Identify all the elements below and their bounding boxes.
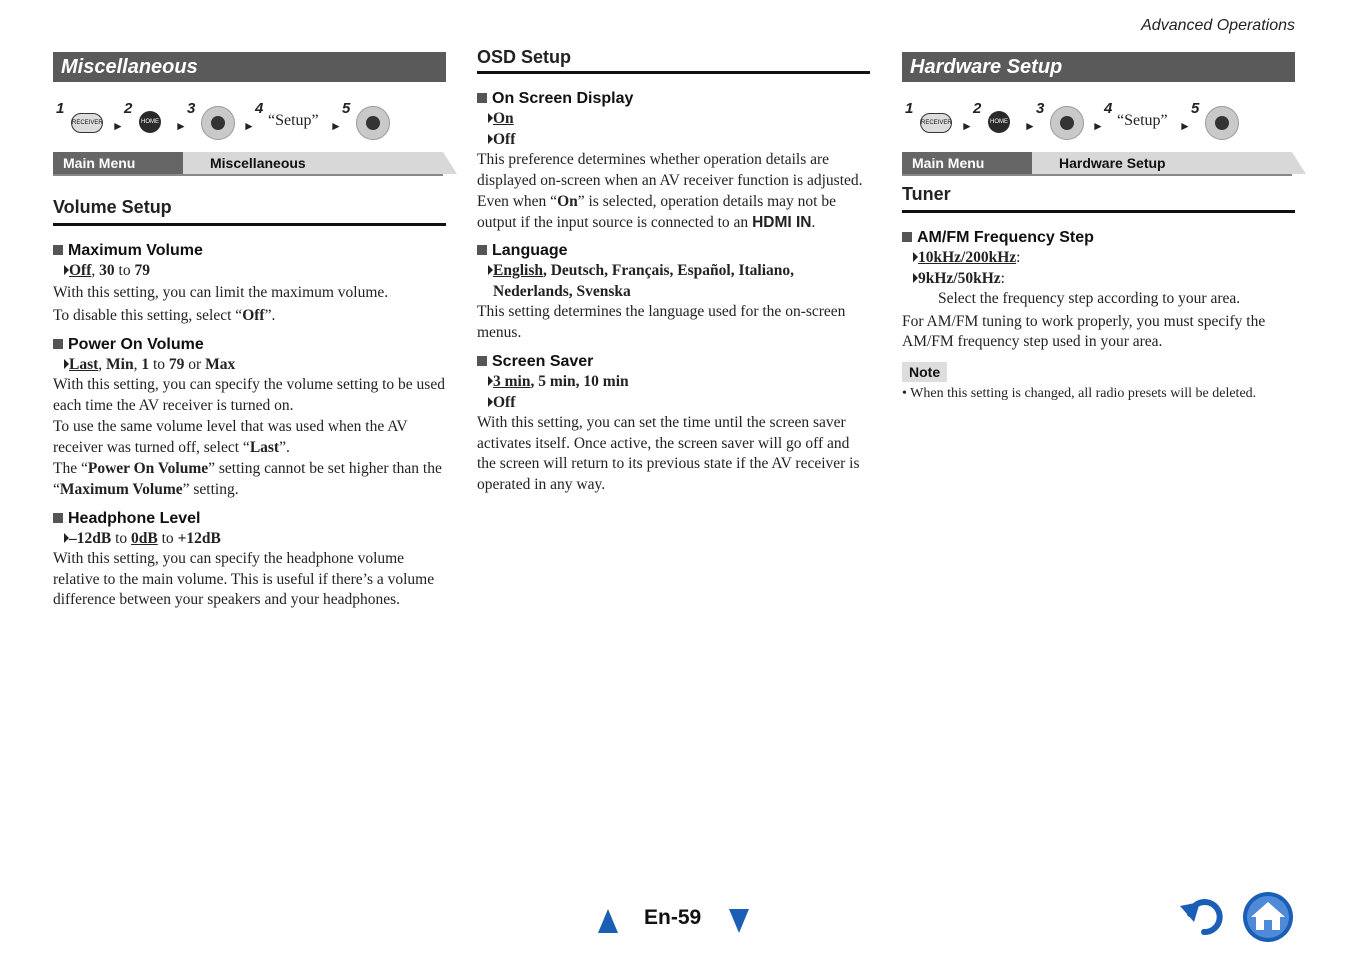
arrow-right-icon: ► bbox=[243, 119, 255, 133]
item-option: On bbox=[477, 108, 870, 129]
menu-path bbox=[902, 152, 1295, 176]
step-number: 1 bbox=[905, 100, 914, 117]
step-number: 2 bbox=[973, 100, 982, 117]
setup-label: “Setup” bbox=[268, 112, 319, 129]
paragraph: Even when “On” is selected, operation details may not be output if the input source is connected to an HDMI IN. bbox=[477, 193, 836, 231]
step-sequence bbox=[902, 100, 1295, 152]
step-number: 4 bbox=[255, 100, 264, 117]
step-sequence bbox=[53, 100, 446, 152]
paragraph: For AM/FM tuning to work properly, you must specify the AM/FM frequency step used in your area. bbox=[902, 312, 1266, 350]
paragraph: To disable this setting, select “Off”. bbox=[53, 306, 276, 324]
paragraph: The “Power On Volume” setting cannot be set higher than the “Maximum Volume” setting. bbox=[53, 460, 442, 498]
item-options: –12dB to 0dB to +12dB bbox=[53, 528, 446, 549]
section-title: Tuner bbox=[902, 184, 1295, 213]
item-option: 9kHz/50kHz: bbox=[902, 268, 1295, 289]
miscellaneous-column bbox=[53, 45, 446, 611]
paragraph: This setting determines the language used for the on-screen menus. bbox=[477, 303, 846, 341]
osd-setup-column bbox=[477, 45, 870, 495]
paragraph: With this setting, you can specify the headphone volume relative to the main volume. This is useful if there’s a volume difference between your speakers and your headphones. bbox=[53, 550, 435, 608]
menu-path-main: Main Menu bbox=[902, 152, 1042, 174]
paragraph: To use the same volume level that was used when the AV receiver was turned off, select “Last”. bbox=[53, 418, 408, 456]
step-number: 1 bbox=[56, 100, 65, 117]
item-option: Off bbox=[477, 392, 870, 413]
paragraph: This preference determines whether operation details are displayed on-screen when an AV receiver function is adjusted. bbox=[477, 151, 863, 189]
paragraph: Select the frequency step according to your area. bbox=[938, 290, 1241, 307]
step-number: 4 bbox=[1104, 100, 1113, 117]
item-heading: On Screen Display bbox=[477, 90, 870, 108]
item-heading: Language bbox=[477, 242, 870, 260]
dpad-button-icon bbox=[1050, 106, 1084, 140]
home-button-icon: HOME bbox=[139, 111, 161, 133]
section-title: Volume Setup bbox=[53, 197, 446, 226]
paragraph: With this setting, you can specify the volume setting to be used each time the AV receiver is turned on. bbox=[53, 376, 445, 414]
arrow-right-icon: ► bbox=[330, 119, 342, 133]
item-options: English, Deutsch, Français, Español, Italiano, Nederlands, Svenska bbox=[477, 260, 870, 302]
setup-label: “Setup” bbox=[1117, 112, 1168, 129]
section-header: Advanced Operations bbox=[1141, 17, 1295, 34]
osd-setup-title: OSD Setup bbox=[477, 45, 870, 74]
menu-path bbox=[53, 152, 446, 176]
step-number: 3 bbox=[1036, 100, 1045, 117]
dpad-button-icon bbox=[201, 106, 235, 140]
note-label: Note bbox=[902, 362, 947, 382]
receiver-button-icon: RECEIVER bbox=[920, 113, 952, 133]
hardware-setup-column bbox=[902, 45, 1295, 403]
item-options: Last, Min, 1 to 79 or Max bbox=[53, 354, 446, 375]
back-arrow-icon[interactable] bbox=[1180, 894, 1228, 938]
arrow-right-icon: ► bbox=[1092, 119, 1104, 133]
step-number: 5 bbox=[342, 100, 351, 117]
home-icon[interactable] bbox=[1242, 891, 1294, 943]
item-heading: Screen Saver bbox=[477, 353, 870, 371]
menu-path-sub: Hardware Setup bbox=[1032, 152, 1292, 174]
receiver-button-icon: RECEIVER bbox=[71, 113, 103, 133]
item-option: Off bbox=[477, 129, 870, 150]
next-page-icon[interactable] bbox=[729, 909, 749, 933]
home-button-icon: HOME bbox=[988, 111, 1010, 133]
menu-path-main: Main Menu bbox=[53, 152, 193, 174]
page-number: En-59 bbox=[644, 906, 702, 929]
step-number: 3 bbox=[187, 100, 196, 117]
item-options: Off, 30 to 79 bbox=[53, 260, 446, 281]
paragraph: With this setting, you can set the time until the screen saver activates itself. Once active, the screen saver will go off and the screen will return to its previous state if the AV receiver is operated in any way. bbox=[477, 414, 860, 493]
paragraph: With this setting, you can limit the maximum volume. bbox=[53, 284, 389, 301]
arrow-right-icon: ► bbox=[1024, 119, 1036, 133]
item-heading: AM/FM Frequency Step bbox=[902, 229, 1295, 247]
page-navigation bbox=[0, 905, 1348, 941]
arrow-right-icon: ► bbox=[175, 119, 187, 133]
item-option: 3 min, 5 min, 10 min bbox=[477, 371, 870, 392]
dpad-button-icon bbox=[356, 106, 390, 140]
previous-page-icon[interactable] bbox=[598, 909, 618, 933]
arrow-right-icon: ► bbox=[1179, 119, 1191, 133]
item-option: 10kHz/200kHz: bbox=[902, 247, 1295, 268]
item-heading: Power On Volume bbox=[53, 336, 446, 354]
arrow-right-icon: ► bbox=[112, 119, 124, 133]
arrow-right-icon: ► bbox=[961, 119, 973, 133]
step-number: 2 bbox=[124, 100, 133, 117]
note-text: • When this setting is changed, all radio presets will be deleted. bbox=[902, 385, 1257, 401]
step-number: 5 bbox=[1191, 100, 1200, 117]
miscellaneous-banner: Miscellaneous bbox=[53, 52, 446, 82]
dpad-button-icon bbox=[1205, 106, 1239, 140]
hardware-setup-banner: Hardware Setup bbox=[902, 52, 1295, 82]
menu-path-sub: Miscellaneous bbox=[183, 152, 443, 174]
item-heading: Headphone Level bbox=[53, 510, 446, 528]
item-heading: Maximum Volume bbox=[53, 242, 446, 260]
